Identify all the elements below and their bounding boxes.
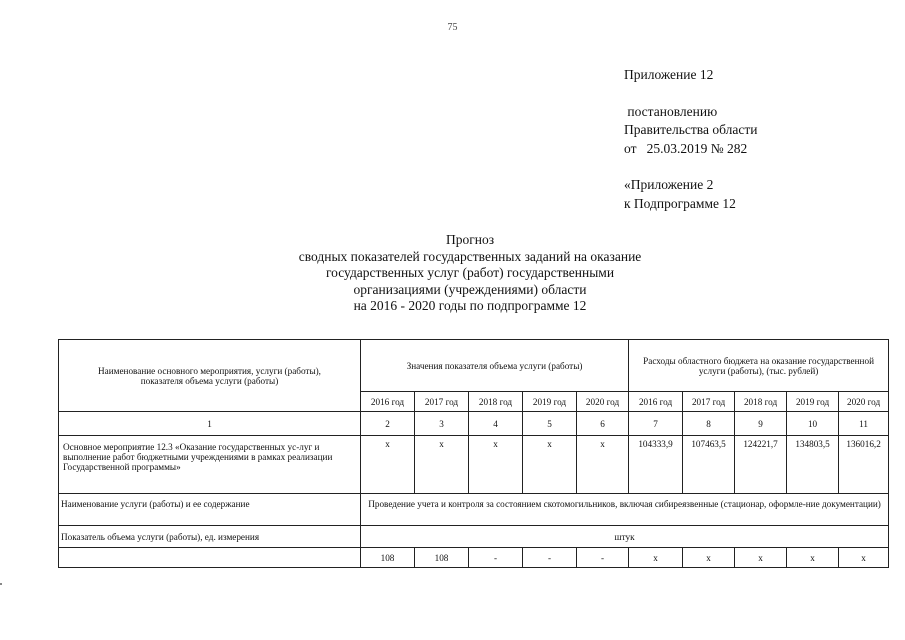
- table-cell: 108: [415, 548, 469, 568]
- empty-cell: [59, 548, 361, 568]
- table-cell: x: [523, 436, 577, 494]
- year-header: 2016 год: [629, 392, 683, 412]
- service-description: Проведение учета и контроля за состоянием скотомогильников, включая сибиреязвенные (стационар, оформле-ние документации): [361, 494, 889, 526]
- column-number: 10: [787, 412, 839, 436]
- year-header: 2020 год: [577, 392, 629, 412]
- table-cell: x: [469, 436, 523, 494]
- table-cell: x: [839, 548, 889, 568]
- column-number: 11: [839, 412, 889, 436]
- title-line: Прогноз: [445, 232, 495, 247]
- appendix-line: к Подпрограмме 12: [624, 195, 736, 211]
- forecast-table: [58, 339, 889, 568]
- table-cell: -: [523, 548, 577, 568]
- year-header: 2019 год: [787, 392, 839, 412]
- table-cell: x: [629, 548, 683, 568]
- service-name-label: Наименование услуги (работы) и ее содержание: [59, 494, 361, 526]
- title-line: на 2016 - 2020 годы по подпрограмме 12: [353, 298, 587, 313]
- column-number: 9: [735, 412, 787, 436]
- year-header: 2018 год: [735, 392, 787, 412]
- header-name-cell: Наименование основного мероприятия, услуги (работы), показателя объема услуги (работы): [59, 340, 361, 412]
- column-number: 7: [629, 412, 683, 436]
- year-header: 2017 год: [415, 392, 469, 412]
- year-header: 2017 год: [683, 392, 735, 412]
- table-cell: x: [415, 436, 469, 494]
- column-number: 5: [523, 412, 577, 436]
- main-activity-name: Основное мероприятие 12.3 «Оказание государственных ус-луг и выполнение работ бюджетными учреждениями в рамках реализации Государственной программы»: [59, 436, 361, 494]
- table-cell: -: [469, 548, 523, 568]
- appendix-line: «Приложение 2: [624, 177, 714, 192]
- table-cell: x: [683, 548, 735, 568]
- title-line: сводных показателей государственных заданий на оказание: [298, 248, 642, 264]
- table-cell: 108: [361, 548, 415, 568]
- table-cell: x: [735, 548, 787, 568]
- column-number: 3: [415, 412, 469, 436]
- year-header: 2020 год: [839, 392, 889, 412]
- column-number: 8: [683, 412, 735, 436]
- table-cell: 134803,5: [787, 436, 839, 494]
- title-line: государственных услуг (работ) государственными: [325, 265, 615, 280]
- appendix-line: Приложение 12: [624, 67, 714, 82]
- table-cell: x: [787, 548, 839, 568]
- table-cell: 104333,9: [629, 436, 683, 494]
- table-cell: 124221,7: [735, 436, 787, 494]
- header-values-cell: Значения показателя объема услуги (работы): [361, 340, 629, 392]
- appendix-line: Правительства области: [624, 122, 758, 137]
- table-cell: 136016,2: [839, 436, 889, 494]
- column-number: 6: [577, 412, 629, 436]
- appendix-line: от 25.03.2019 № 282: [624, 140, 748, 156]
- indicator-unit: штук: [361, 526, 889, 548]
- appendix-block: [624, 66, 757, 213]
- title-line: организациями (учреждениями) области: [353, 281, 587, 297]
- column-number: 2: [361, 412, 415, 436]
- column-number: 1: [59, 412, 361, 436]
- year-header: 2016 год: [361, 392, 415, 412]
- header-expenses-cell: Расходы областного бюджета на оказание государственной услуги (работы), (тыс. рублей): [629, 340, 889, 392]
- year-header: 2018 год: [469, 392, 523, 412]
- table-cell: x: [361, 436, 415, 494]
- appendix-line: постановлению: [624, 103, 718, 119]
- document-title: [230, 232, 710, 315]
- scan-artifact: [0, 583, 2, 585]
- year-header: 2019 год: [523, 392, 577, 412]
- indicator-label: Показатель объема услуги (работы), ед. измерения: [59, 526, 361, 548]
- table-cell: 107463,5: [683, 436, 735, 494]
- table-cell: -: [577, 548, 629, 568]
- table-cell: x: [577, 436, 629, 494]
- page-number: 75: [447, 22, 458, 33]
- column-number: 4: [469, 412, 523, 436]
